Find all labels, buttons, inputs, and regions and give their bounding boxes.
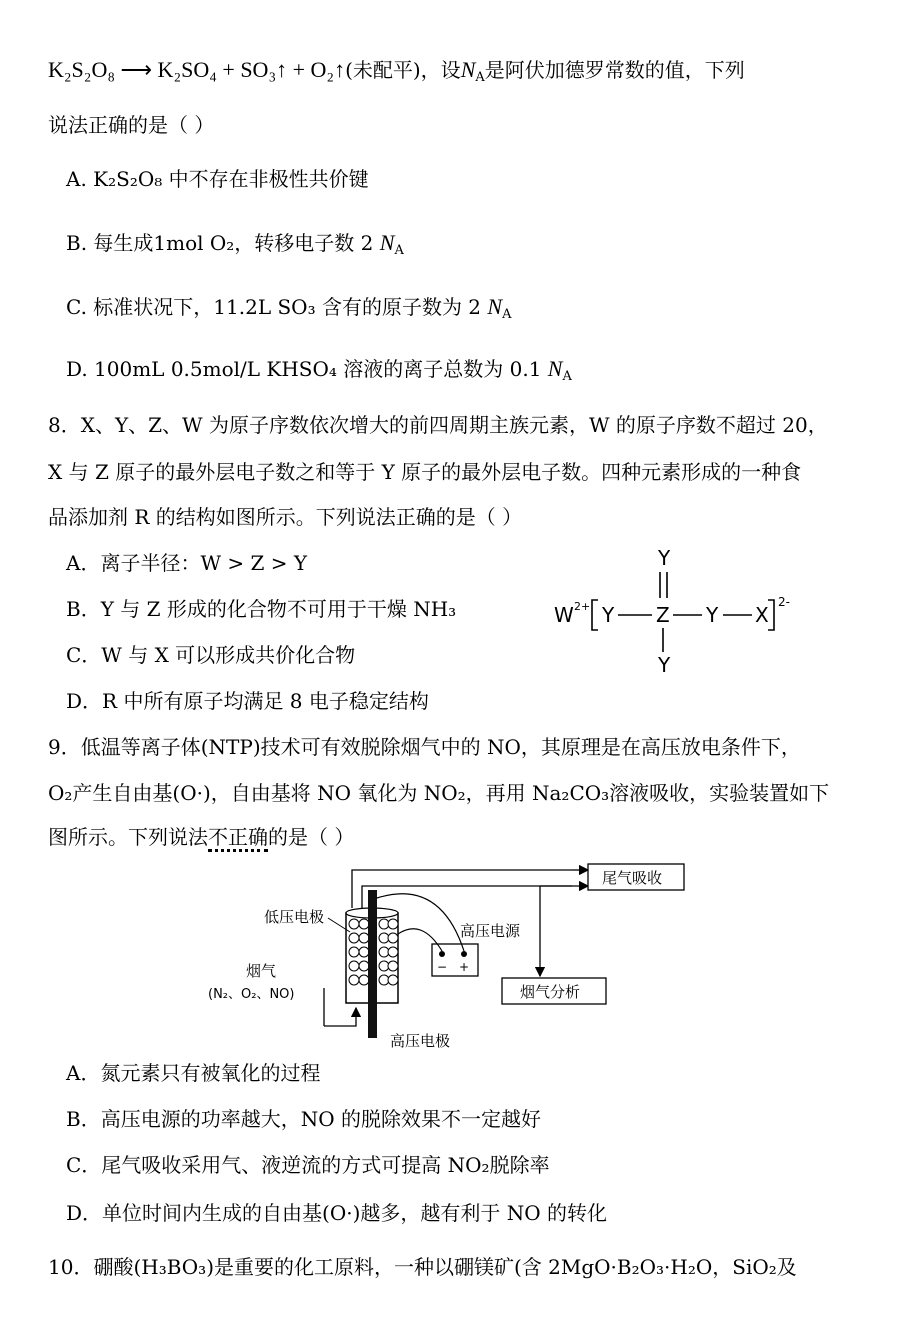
q8-option-c: C．W 与 X 可以形成共价化合物: [66, 643, 356, 667]
q9-stem-line1: 9．低温等离子体(NTP)技术可有效脱除烟气中的 NO，其原理是在高压放电条件下，: [48, 735, 801, 759]
q7-na-sub: A: [475, 70, 485, 85]
flue-gas-composition: (N₂、O₂、NO): [208, 987, 295, 1002]
high-voltage-electrode-rod: [368, 890, 377, 1038]
q7-option-d-na-sub: A: [562, 369, 572, 384]
q9-stem-line3: [48, 822, 354, 852]
q9-stem-line3-pre: 图所示。下列说法: [48, 825, 208, 849]
q7-option-b-na-sub: A: [394, 243, 404, 258]
struct-right-x: X: [755, 603, 769, 627]
tail-absorb-label: 尾气吸收: [602, 869, 663, 887]
q9-option-a: A．氮元素只有被氧化的过程: [66, 1061, 321, 1085]
q9-stem-line2: O₂产生自由基(O·)，自由基将 NO 氧化为 NO₂，再用 Na₂CO₃溶液吸收，实验装置如下: [48, 781, 830, 805]
source-minus-label: −: [437, 960, 448, 974]
q8-option-b: B．Y 与 Z 形成的化合物不可用于干燥 NH₃: [66, 597, 457, 621]
struct-center-z: Z: [656, 603, 670, 627]
q10-stem-line1: 10．硼酸(H₃BO₃)是重要的化工原料，一种以硼镁矿(含 2MgO·B₂O₃·H₂O，SiO₂及: [48, 1255, 797, 1279]
q7-option-b: [66, 228, 404, 258]
q7-option-c-text: C. 标准状况下，11.2L SO₃ 含有的原子数为 2: [66, 295, 482, 319]
q8-option-a: A．离子半径：W > Z > Y: [66, 551, 308, 575]
q7-option-c-na-sub: A: [502, 307, 512, 322]
flue-gas-label: 烟气: [246, 962, 277, 980]
high-electrode-label: 高压电极: [390, 1032, 451, 1050]
struct-top-y: Y: [658, 546, 671, 570]
q7-option-c-na: N: [487, 294, 503, 319]
q9-emphasis-incorrect: 不正确: [208, 825, 268, 852]
q8-stem-line3: 品添加剂 R 的结构如图所示。下列说法正确的是（ ）: [48, 505, 523, 529]
q7-note: (未配平)，设: [345, 58, 461, 82]
q9-option-d: D．单位时间内生成的自由基(O·)越多，越有利于 NO 的转化: [66, 1201, 608, 1225]
q8-structure-diagram: [540, 540, 810, 680]
low-electrode-label: 低压电极: [264, 908, 325, 926]
q7-na-symbol: N: [460, 57, 476, 82]
high-voltage-source-label: 高压电源: [460, 922, 521, 940]
q9-option-b: B．高压电源的功率越大，NO 的脱除效果不一定越好: [66, 1107, 541, 1131]
q9-stem-line3-post: 的是（ ）: [268, 825, 355, 849]
q7-option-c: [66, 292, 511, 322]
q7-reaction-formula: K₂S₂O₈ ⟶ K₂SO₄ + SO₃↑ + O₂↑: [48, 57, 346, 82]
flue-analysis-label: 烟气分析: [520, 983, 581, 1001]
q7-stem-line1: [48, 55, 745, 85]
struct-bottom-y: Y: [658, 653, 671, 677]
q8-stem-line1: 8．X、Y、Z、W 为原子序数依次增大的前四周期主族元素，W 的原子序数不超过 20，: [48, 413, 828, 437]
source-plus-label: +: [459, 960, 470, 974]
q7-option-d-text: D. 100mL 0.5mol/L KHSO₄ 溶液的离子总数为 0.1: [66, 357, 542, 381]
outlet-line: [352, 870, 572, 908]
source-terminal-minus: [439, 951, 445, 957]
q8-option-d: D．R 中所有原子均满足 8 电子稳定结构: [66, 689, 429, 713]
struct-left-y: Y: [602, 603, 615, 627]
q9-option-c: C．尾气吸收采用气、液逆流的方式可提高 NO₂脱除率: [66, 1153, 550, 1177]
q8-stem-line2: X 与 Z 原子的最外层电子数之和等于 Y 原子的最外层电子数。四种元素形成的一种食: [48, 460, 802, 484]
q7-option-d: [66, 354, 572, 384]
struct-right-y: Y: [706, 603, 719, 627]
q9-apparatus-diagram: [200, 858, 700, 1058]
q7-stem-tail: 是阿伏加德罗常数的值，下列: [484, 58, 745, 82]
q7-option-b-text: B. 每生成1mol O₂，转移电子数 2: [66, 231, 374, 255]
q7-stem-line2: 说法正确的是（ ）: [48, 113, 215, 137]
struct-left-bracket: [592, 600, 598, 630]
source-terminal-plus: [461, 951, 467, 957]
struct-cation-w: W: [554, 603, 574, 627]
q7-option-d-na: N: [547, 356, 563, 381]
q7-option-b-na: N: [379, 230, 395, 255]
q7-option-a: A. K₂S₂O₈ 中不存在非极性共价键: [66, 167, 369, 191]
struct-cation-charge: 2+: [574, 600, 591, 613]
struct-anion-charge: 2-: [778, 595, 790, 609]
flue-gas-inlet-arrow: [324, 1008, 356, 1026]
struct-right-bracket: [768, 600, 774, 630]
